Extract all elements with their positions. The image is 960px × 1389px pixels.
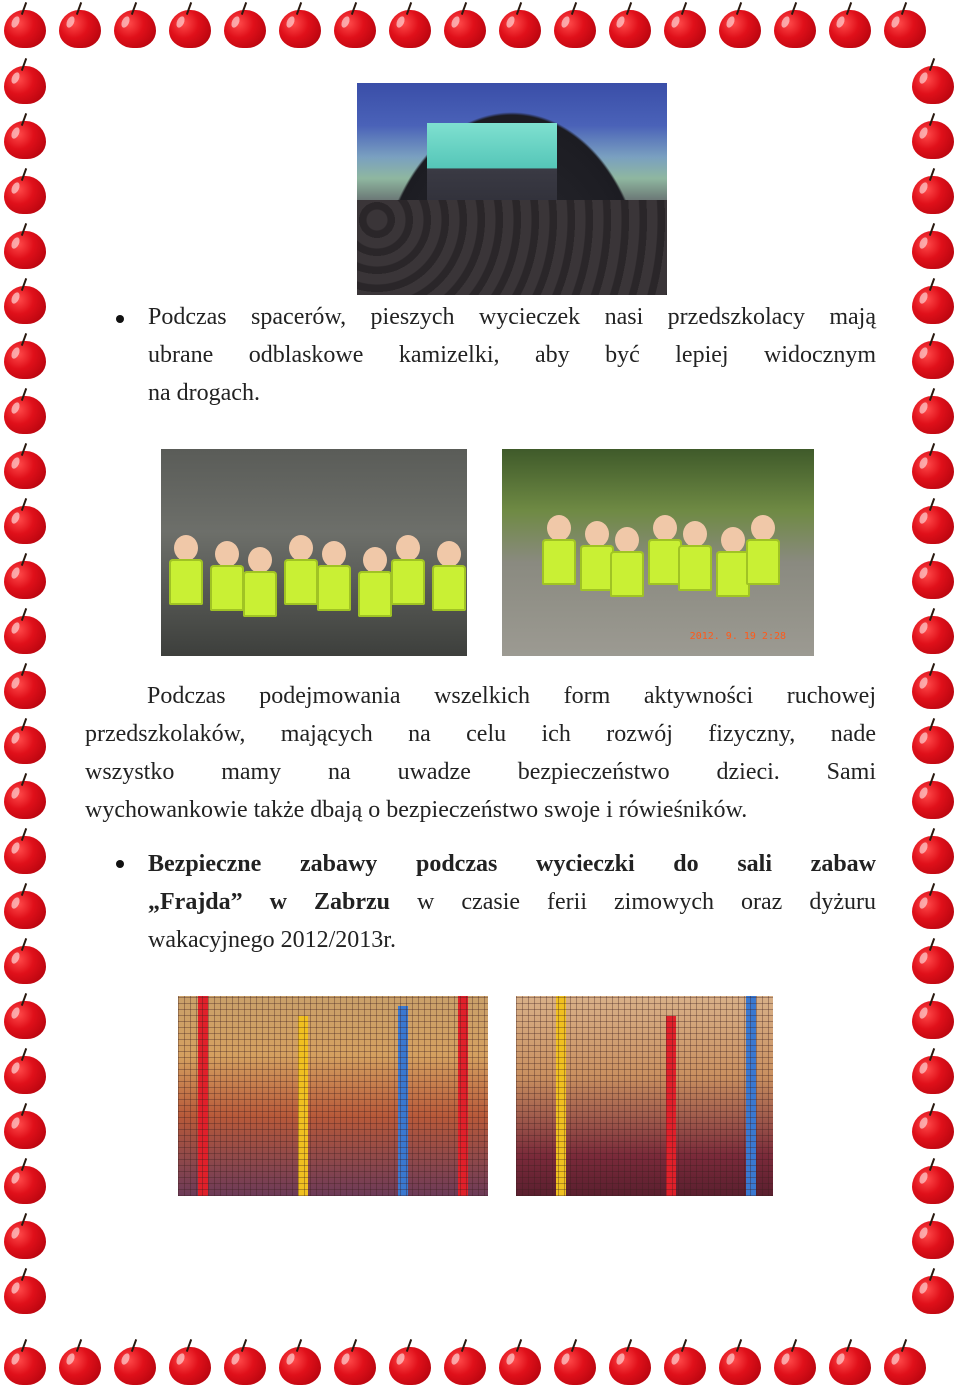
child-head	[547, 515, 571, 541]
apple-icon	[2, 773, 48, 821]
reflective-vest	[210, 565, 244, 611]
apple-icon	[910, 993, 956, 1041]
apple-icon	[2, 1268, 48, 1316]
venue-name: „Frajda” w Zabrzu	[148, 889, 391, 915]
apple-icon	[222, 1339, 268, 1387]
apple-icon	[2, 223, 48, 271]
apple-icon	[910, 278, 956, 326]
reflective-vest	[317, 565, 351, 611]
apple-icon	[607, 2, 653, 50]
apple-icon	[662, 2, 708, 50]
apple-icon	[112, 2, 158, 50]
apple-icon	[57, 2, 103, 50]
photo-children-vests-outdoor	[502, 449, 814, 656]
apple-icon	[2, 663, 48, 711]
apple-icon	[910, 58, 956, 106]
bullet-dot-2	[116, 860, 124, 868]
apple-icon	[387, 1339, 433, 1387]
apple-icon	[2, 333, 48, 381]
reflective-vest	[678, 545, 712, 591]
apple-icon	[910, 443, 956, 491]
child-head	[174, 535, 198, 561]
apple-icon	[552, 1339, 598, 1387]
apple-icon	[2, 1158, 48, 1206]
apple-icon	[2, 993, 48, 1041]
photo-play-hall-1	[178, 996, 488, 1196]
apple-icon	[57, 1339, 103, 1387]
text-line: przedszkolaków, mających na celu ich rozwój fizyczny, nade	[85, 721, 876, 747]
reflective-vest	[358, 571, 392, 617]
text-line: Podczas podejmowania wszelkich form aktywności ruchowej	[147, 683, 876, 709]
reflective-vest	[432, 565, 466, 611]
child-head	[322, 541, 346, 567]
apple-icon	[2, 113, 48, 161]
text-line: Podczas spacerów, pieszych wycieczek nasi przedszkolacy mają	[148, 304, 876, 330]
apple-icon	[827, 2, 873, 50]
text-line: ubrane odblaskowe kamizelki, aby być lepiej widocznym	[148, 342, 876, 368]
audience-children	[357, 200, 667, 295]
text-line-bold: Bezpieczne zabawy podczas wycieczki do sali zabaw	[148, 851, 876, 877]
child-head	[396, 535, 420, 561]
apple-icon	[910, 1103, 956, 1151]
child-head	[585, 521, 609, 547]
reflective-vest	[391, 559, 425, 605]
child-head	[248, 547, 272, 573]
bullet-paragraph-reflective-vests	[148, 298, 876, 412]
apple-icon	[827, 1339, 873, 1387]
child-head	[215, 541, 239, 567]
apple-icon	[910, 1268, 956, 1316]
apple-icon	[2, 1103, 48, 1151]
apple-icon	[2, 1213, 48, 1261]
reflective-vest	[716, 551, 750, 597]
apple-icon	[910, 938, 956, 986]
text-line: wakacyjnego 2012/2013r.	[148, 927, 396, 953]
photo-puppet-theatre	[357, 83, 667, 295]
reflective-vest	[610, 551, 644, 597]
apple-icon	[910, 773, 956, 821]
apple-icon	[882, 1339, 928, 1387]
bullet-paragraph-frajda	[148, 845, 876, 959]
apple-icon	[910, 718, 956, 766]
apple-icon	[332, 1339, 378, 1387]
apple-icon	[717, 1339, 763, 1387]
child-head	[615, 527, 639, 553]
apple-icon	[910, 663, 956, 711]
text-line	[148, 883, 876, 921]
apple-icon	[2, 718, 48, 766]
apple-icon	[607, 1339, 653, 1387]
apple-icon	[910, 223, 956, 271]
apple-icon	[2, 278, 48, 326]
photo-play-hall-2	[516, 996, 773, 1196]
apple-icon	[167, 2, 213, 50]
child-head	[683, 521, 707, 547]
reflective-vest	[542, 539, 576, 585]
apple-icon	[910, 828, 956, 876]
apple-icon	[2, 58, 48, 106]
apple-icon	[2, 938, 48, 986]
photo-children-vests-indoor	[161, 449, 467, 656]
child-head	[437, 541, 461, 567]
photo-date-stamp: 2012. 9. 19 2:28	[689, 631, 786, 642]
play-net	[178, 996, 488, 1196]
apple-icon	[2, 883, 48, 931]
apple-icon	[387, 2, 433, 50]
apple-icon	[332, 2, 378, 50]
apple-icon	[2, 443, 48, 491]
child-head	[289, 535, 313, 561]
apple-icon	[222, 2, 268, 50]
child-head	[653, 515, 677, 541]
apple-icon	[882, 2, 928, 50]
apple-icon	[910, 1213, 956, 1261]
reflective-vest	[284, 559, 318, 605]
reflective-vest	[243, 571, 277, 617]
paragraph-physical-activity-safety	[85, 677, 876, 829]
apple-icon	[2, 608, 48, 656]
bullet-dot-1	[116, 315, 124, 323]
apple-icon	[910, 608, 956, 656]
play-net	[516, 996, 773, 1196]
apple-icon	[167, 1339, 213, 1387]
apple-icon	[2, 498, 48, 546]
apple-icon	[112, 1339, 158, 1387]
apple-icon	[2, 553, 48, 601]
apple-icon	[497, 1339, 543, 1387]
apple-icon	[910, 883, 956, 931]
apple-icon	[662, 1339, 708, 1387]
apple-icon	[277, 1339, 323, 1387]
apple-icon	[2, 388, 48, 436]
apple-icon	[910, 113, 956, 161]
apple-icon	[772, 1339, 818, 1387]
apple-icon	[910, 1048, 956, 1096]
apple-icon	[2, 2, 48, 50]
apple-icon	[552, 2, 598, 50]
text-line-rest: w czasie ferii zimowych oraz dyżuru	[390, 889, 876, 915]
apple-icon	[442, 1339, 488, 1387]
reflective-vest	[648, 539, 682, 585]
apple-icon	[277, 2, 323, 50]
apple-icon	[497, 2, 543, 50]
apple-icon	[717, 2, 763, 50]
apple-icon	[910, 553, 956, 601]
reflective-vest	[746, 539, 780, 585]
child-head	[751, 515, 775, 541]
apple-icon	[910, 333, 956, 381]
text-line: wychowankowie także dbają o bezpieczeństwo swoje i rówieśników.	[85, 797, 748, 823]
apple-icon	[442, 2, 488, 50]
text-line: na drogach.	[148, 380, 260, 406]
apple-icon	[2, 1339, 48, 1387]
text-line: wszystko mamy na uwadze bezpieczeństwo dzieci. Sami	[85, 759, 876, 785]
apple-icon	[772, 2, 818, 50]
child-head	[363, 547, 387, 573]
apple-icon	[910, 388, 956, 436]
apple-icon	[2, 168, 48, 216]
apple-icon	[2, 1048, 48, 1096]
apple-icon	[2, 828, 48, 876]
reflective-vest	[580, 545, 614, 591]
reflective-vest	[169, 559, 203, 605]
apple-icon	[910, 168, 956, 216]
apple-icon	[910, 1158, 956, 1206]
child-head	[721, 527, 745, 553]
apple-icon	[910, 498, 956, 546]
